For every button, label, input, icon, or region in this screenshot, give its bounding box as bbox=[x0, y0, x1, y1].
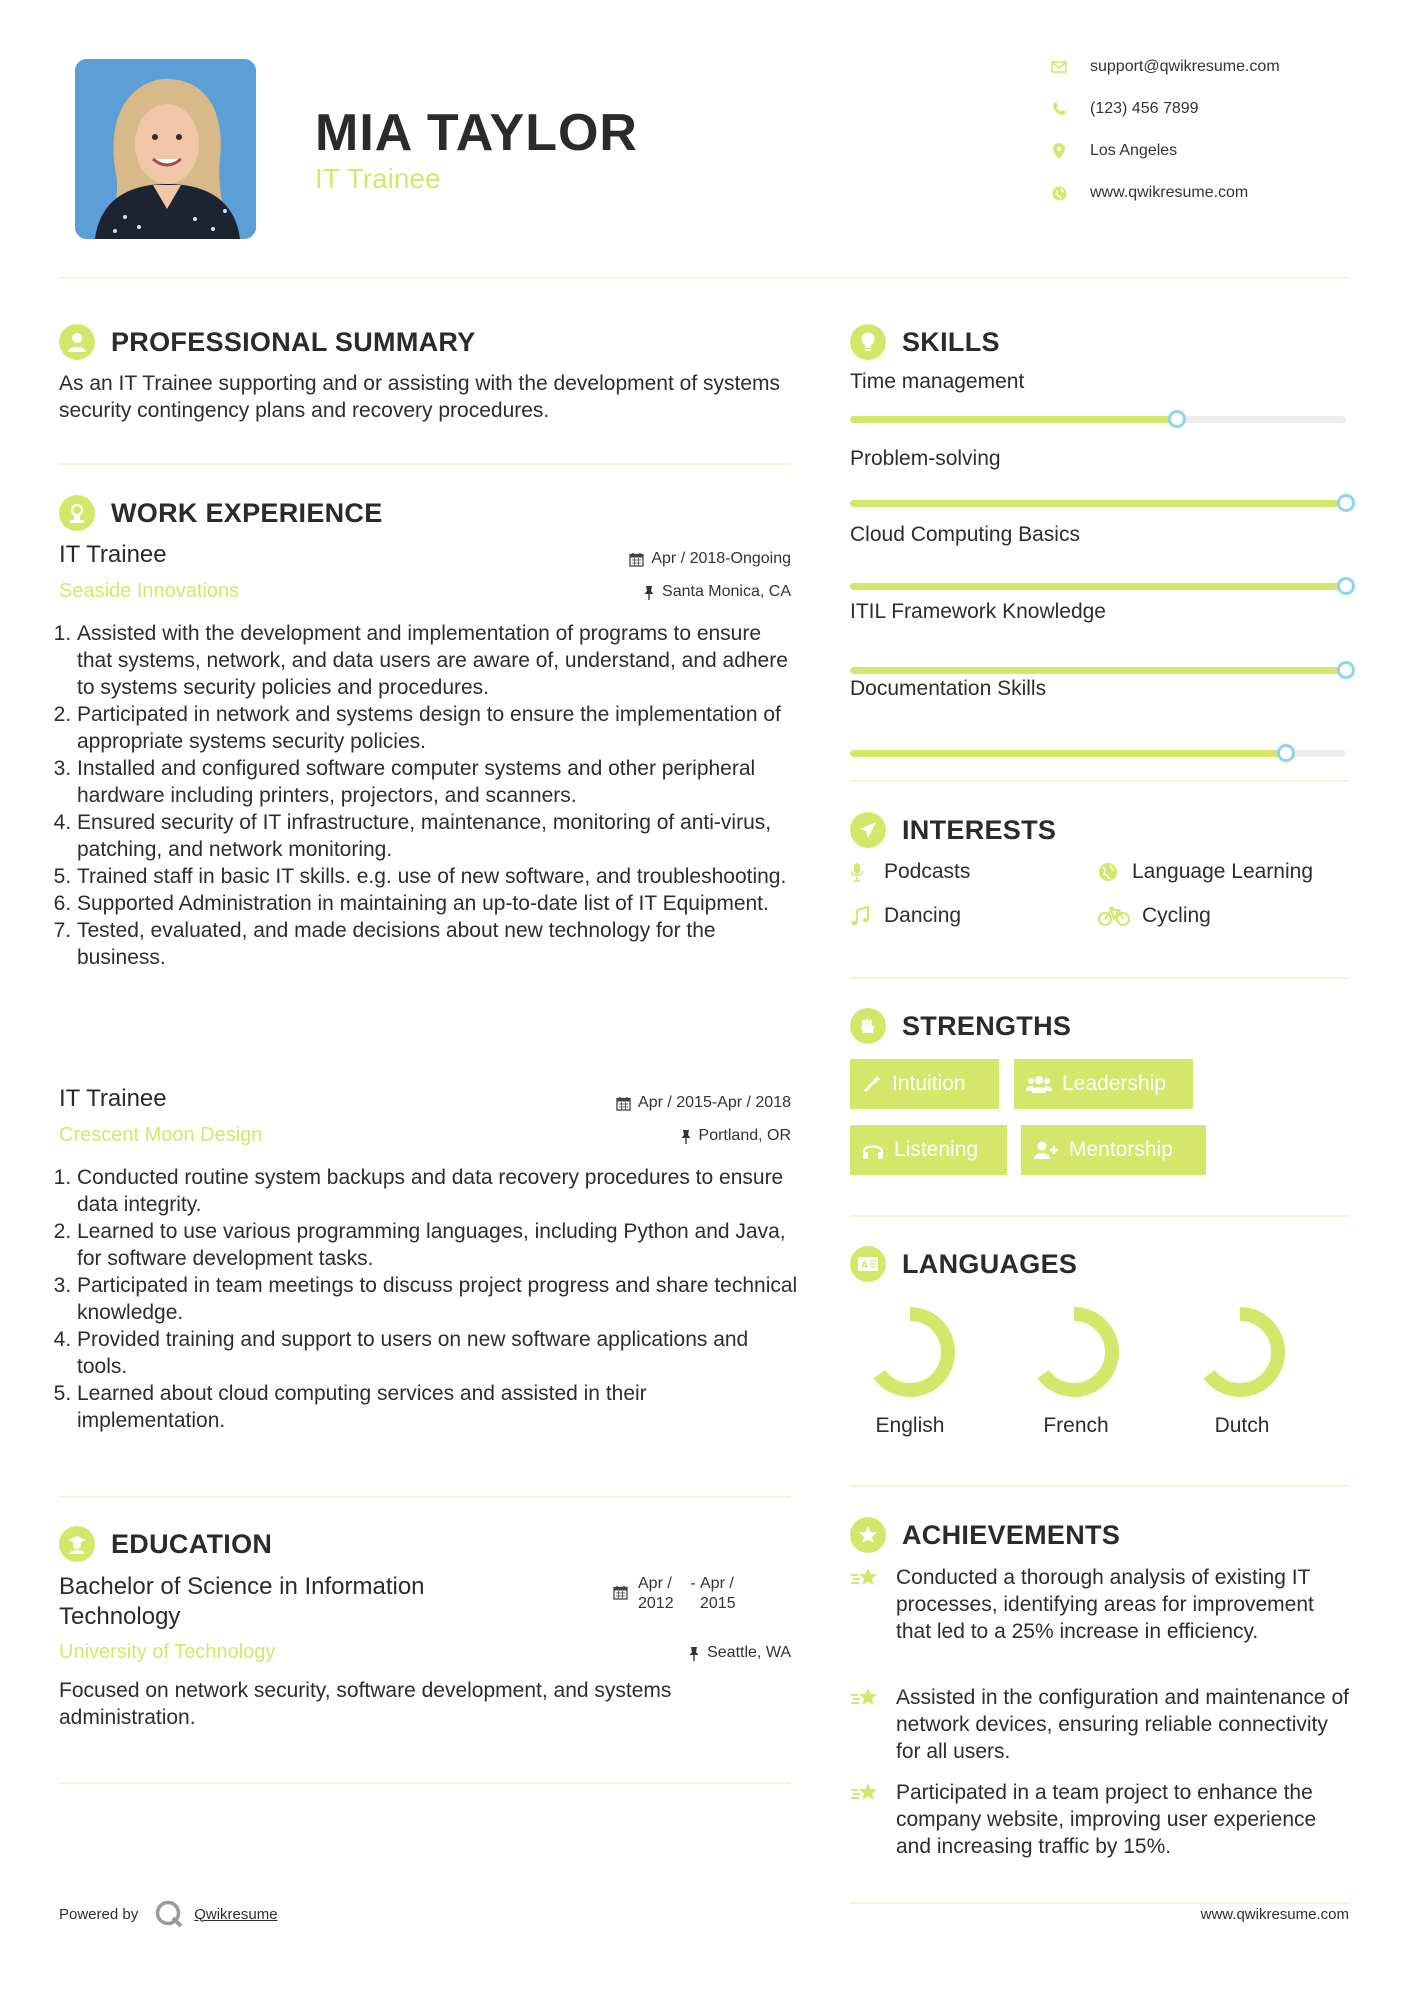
job-1-location bbox=[491, 583, 791, 601]
skill-bar-knob bbox=[1337, 577, 1355, 595]
language-icon bbox=[850, 1246, 886, 1282]
strength-label: Leadership bbox=[1062, 1072, 1166, 1095]
user-plus-icon bbox=[1033, 1140, 1059, 1160]
achievement-item bbox=[850, 1684, 1349, 1765]
skill-bar bbox=[850, 416, 1346, 423]
footer-url[interactable]: www.qwikresume.com bbox=[1200, 1906, 1349, 1923]
skill-bar-knob bbox=[1337, 494, 1355, 512]
contact-website[interactable] bbox=[1050, 184, 1248, 202]
interests-divider bbox=[850, 977, 1349, 979]
education-text: Focused on network security, software development, and systems administration. bbox=[59, 1679, 672, 1729]
education-dates bbox=[613, 1574, 748, 1614]
education-date-end: Apr / 2015 bbox=[700, 1575, 736, 1612]
star-icon bbox=[850, 1517, 886, 1553]
calendar-icon bbox=[629, 552, 644, 567]
strength-badge-mentorship bbox=[1021, 1125, 1206, 1175]
contact-location bbox=[1050, 142, 1177, 160]
achievement-item bbox=[850, 1564, 1349, 1645]
strength-badge-listening bbox=[850, 1125, 1007, 1175]
skill-bar-fill bbox=[850, 750, 1286, 757]
education-heading-text: EDUCATION bbox=[111, 1528, 273, 1559]
skill-bar-fill bbox=[850, 667, 1346, 674]
lightbulb-icon bbox=[850, 324, 886, 360]
brand-link[interactable]: Qwikresume bbox=[194, 1905, 278, 1923]
contact-email-text: support@qwikresume.com bbox=[1090, 58, 1280, 75]
list-item: 3. Installed and configured software computer systems and other peripheral hardware including printers, projectors, and scanners. bbox=[77, 755, 799, 809]
headphones-icon bbox=[862, 1140, 884, 1160]
interest-label: Cycling bbox=[1142, 904, 1211, 927]
language-ring bbox=[1188, 1300, 1292, 1404]
svg-text:A: A bbox=[861, 1261, 869, 1271]
list-item: 2. Participated in network and systems design to ensure the implementation of appropriate systems security policies. bbox=[77, 701, 799, 755]
job-2-company: Crescent Moon Design bbox=[59, 1124, 263, 1146]
user-icon bbox=[59, 324, 95, 360]
interests-heading bbox=[850, 812, 1056, 848]
job-1-date bbox=[491, 550, 791, 568]
skill-name: Problem-solving bbox=[850, 447, 1001, 470]
achievement-text: Assisted in the configuration and maintenance of network devices, ensuring reliable connectivity for all users. bbox=[896, 1686, 1349, 1763]
job-1-company: Seaside Innovations bbox=[59, 580, 240, 602]
languages-heading-text: LANGUAGES bbox=[902, 1248, 1078, 1279]
job-2-location bbox=[491, 1127, 791, 1145]
list-item: 3. Participated in team meetings to discuss project progress and share technical knowledge. bbox=[77, 1272, 799, 1326]
interest-cycling bbox=[1098, 904, 1211, 928]
job-1-title: IT Trainee bbox=[59, 541, 167, 568]
language-french: French bbox=[1043, 1414, 1109, 1437]
strength-badge-leadership bbox=[1014, 1059, 1193, 1109]
microphone-icon bbox=[850, 862, 878, 882]
skill-bar-fill bbox=[850, 500, 1346, 507]
pin-icon bbox=[643, 585, 655, 600]
strength-badge-intuition bbox=[850, 1059, 999, 1109]
achievement-text: Participated in a team project to enhance the company website, improving user experience and increasing traffic by 15%. bbox=[896, 1781, 1317, 1858]
skill-name: Documentation Skills bbox=[850, 677, 1047, 700]
skill-bar bbox=[850, 667, 1346, 674]
job-2-title: IT Trainee bbox=[59, 1085, 167, 1112]
summary-divider bbox=[59, 463, 791, 465]
strengths-heading bbox=[850, 1008, 1071, 1044]
skills-heading-text: SKILLS bbox=[902, 326, 1000, 357]
list-item: 1. Assisted with the development and implementation of programs to ensure that systems, network, and data users are aware of, understand, and adhere to systems security policies and procedures. bbox=[77, 620, 799, 701]
bicycle-icon bbox=[1098, 906, 1136, 926]
job-2-duties bbox=[59, 1164, 799, 1434]
skill-name: ITIL Framework Knowledge bbox=[850, 600, 1106, 623]
list-item: 5. Trained staff in basic IT skills. e.g. use of new software, and troubleshooting. bbox=[77, 863, 799, 890]
skill-bar-fill bbox=[850, 583, 1346, 590]
list-item: 1. Conducted routine system backups and data recovery procedures to ensure data integrity. bbox=[77, 1164, 799, 1218]
map-pin-icon bbox=[1050, 142, 1068, 160]
education-location-text: Seattle, WA bbox=[707, 1644, 791, 1661]
globe-icon bbox=[1098, 862, 1126, 882]
skill-bar bbox=[850, 583, 1346, 590]
paper-plane-icon bbox=[850, 812, 886, 848]
skill-name: Cloud Computing Basics bbox=[850, 523, 1080, 546]
interest-label: Podcasts bbox=[884, 860, 971, 883]
list-item: 2. Learned to use various programming languages, including Python and Java, for software development tasks. bbox=[77, 1218, 799, 1272]
skill-name: Time management bbox=[850, 370, 1025, 393]
profile-photo bbox=[75, 59, 256, 239]
qwikresume-logo-icon bbox=[154, 1899, 184, 1929]
contact-location-text: Los Angeles bbox=[1090, 142, 1178, 159]
summary-heading bbox=[59, 324, 476, 360]
work-heading bbox=[59, 495, 383, 531]
interest-language-learning bbox=[1098, 860, 1313, 884]
achievement-text: Conducted a thorough analysis of existing IT processes, identifying areas for improvement that led to a 25% increase in efficiency. bbox=[896, 1566, 1314, 1643]
globe-icon bbox=[1050, 184, 1068, 202]
calendar-icon bbox=[616, 1096, 631, 1111]
briefcase-icon bbox=[59, 495, 95, 531]
language-english: English bbox=[875, 1414, 945, 1437]
star-badge-icon bbox=[850, 1564, 896, 1645]
strengths-heading-text: STRENGTHS bbox=[902, 1010, 1072, 1041]
work-heading-text: WORK EXPERIENCE bbox=[111, 497, 383, 528]
languages-divider bbox=[850, 1485, 1349, 1487]
skills-divider bbox=[850, 780, 1349, 782]
skill-bar-knob bbox=[1168, 410, 1186, 428]
powered-by-text: Powered by bbox=[59, 1905, 139, 1923]
magic-wand-icon bbox=[862, 1074, 882, 1094]
skill-bar-knob bbox=[1277, 744, 1295, 762]
candidate-title: IT Trainee bbox=[315, 163, 441, 194]
skills-heading bbox=[850, 324, 1000, 360]
education-degree: Bachelor of Science in Information Technology bbox=[59, 1573, 425, 1630]
graduate-icon bbox=[59, 1526, 95, 1562]
language-ring bbox=[1022, 1300, 1126, 1404]
skill-bar-fill bbox=[850, 416, 1177, 423]
job-2-date-text: Apr / 2015-Apr / 2018 bbox=[638, 1094, 791, 1111]
candidate-name: MIA TAYLOR bbox=[315, 104, 638, 162]
contact-email[interactable] bbox=[1050, 58, 1280, 76]
interest-label: Dancing bbox=[884, 904, 962, 927]
list-item: 6. Supported Administration in maintaining an up-to-date list of IT Equipment. bbox=[77, 890, 799, 917]
envelope-icon bbox=[1050, 58, 1068, 76]
interest-podcasts bbox=[850, 860, 970, 884]
skill-bar-knob bbox=[1337, 661, 1355, 679]
education-divider bbox=[59, 1782, 791, 1784]
strength-label: Intuition bbox=[892, 1072, 966, 1095]
phone-icon bbox=[1050, 100, 1068, 118]
strength-label: Mentorship bbox=[1069, 1138, 1173, 1161]
music-note-icon bbox=[850, 906, 878, 926]
job-2-date bbox=[491, 1094, 791, 1112]
pin-icon bbox=[680, 1129, 692, 1144]
language-ring bbox=[858, 1300, 962, 1404]
list-item: 4. Provided training and support to users on new software applications and tools. bbox=[77, 1326, 799, 1380]
language-dutch: Dutch bbox=[1214, 1414, 1270, 1437]
job-1-duties bbox=[59, 620, 799, 971]
summary-text: As an IT Trainee supporting and or assisting with the development of systems security contingency plans and recovery procedures. bbox=[59, 372, 780, 422]
strengths-divider bbox=[850, 1215, 1349, 1217]
footer-powered-by bbox=[59, 1899, 278, 1929]
star-badge-icon bbox=[850, 1684, 896, 1765]
star-badge-icon bbox=[850, 1779, 896, 1860]
education-date-start: Apr / 2012 bbox=[638, 1575, 674, 1612]
header-divider bbox=[59, 277, 1349, 279]
group-icon bbox=[1026, 1074, 1052, 1094]
achievements-heading-text: ACHIEVEMENTS bbox=[902, 1519, 1121, 1550]
education-school: University of Technology bbox=[59, 1641, 276, 1663]
pin-icon bbox=[688, 1646, 700, 1661]
skill-bar bbox=[850, 750, 1346, 757]
list-item: 5. Learned about cloud computing services and assisted in their implementation. bbox=[77, 1380, 799, 1434]
contact-phone[interactable] bbox=[1050, 100, 1199, 118]
contact-website-text: www.qwikresume.com bbox=[1090, 184, 1249, 201]
contact-phone-text: (123) 456 7899 bbox=[1090, 100, 1199, 117]
achievements-divider bbox=[850, 1902, 1349, 1904]
job-2-location-text: Portland, OR bbox=[698, 1127, 791, 1144]
skill-bar bbox=[850, 500, 1346, 507]
interest-dancing bbox=[850, 904, 961, 928]
list-item: 4. Ensured security of IT infrastructure, maintenance, monitoring of anti-virus, patching, and network monitoring. bbox=[77, 809, 799, 863]
summary-heading-text: PROFESSIONAL SUMMARY bbox=[111, 326, 476, 357]
education-location bbox=[491, 1644, 791, 1662]
job-1-date-text: Apr / 2018-Ongoing bbox=[651, 550, 791, 567]
education-heading bbox=[59, 1526, 272, 1562]
fist-icon bbox=[850, 1008, 886, 1044]
achievements-heading bbox=[850, 1517, 1120, 1553]
languages-heading bbox=[850, 1246, 1077, 1282]
achievement-item bbox=[850, 1779, 1349, 1860]
job-1-location-text: Santa Monica, CA bbox=[662, 583, 791, 600]
interest-label: Language Learning bbox=[1132, 860, 1314, 883]
calendar-icon bbox=[613, 1585, 628, 1600]
work-divider bbox=[59, 1496, 791, 1498]
strength-label: Listening bbox=[894, 1138, 979, 1161]
list-item: 7. Tested, evaluated, and made decisions about new technology for the business. bbox=[77, 917, 799, 971]
date-separator: - bbox=[690, 1575, 696, 1592]
interests-heading-text: INTERESTS bbox=[902, 814, 1057, 845]
